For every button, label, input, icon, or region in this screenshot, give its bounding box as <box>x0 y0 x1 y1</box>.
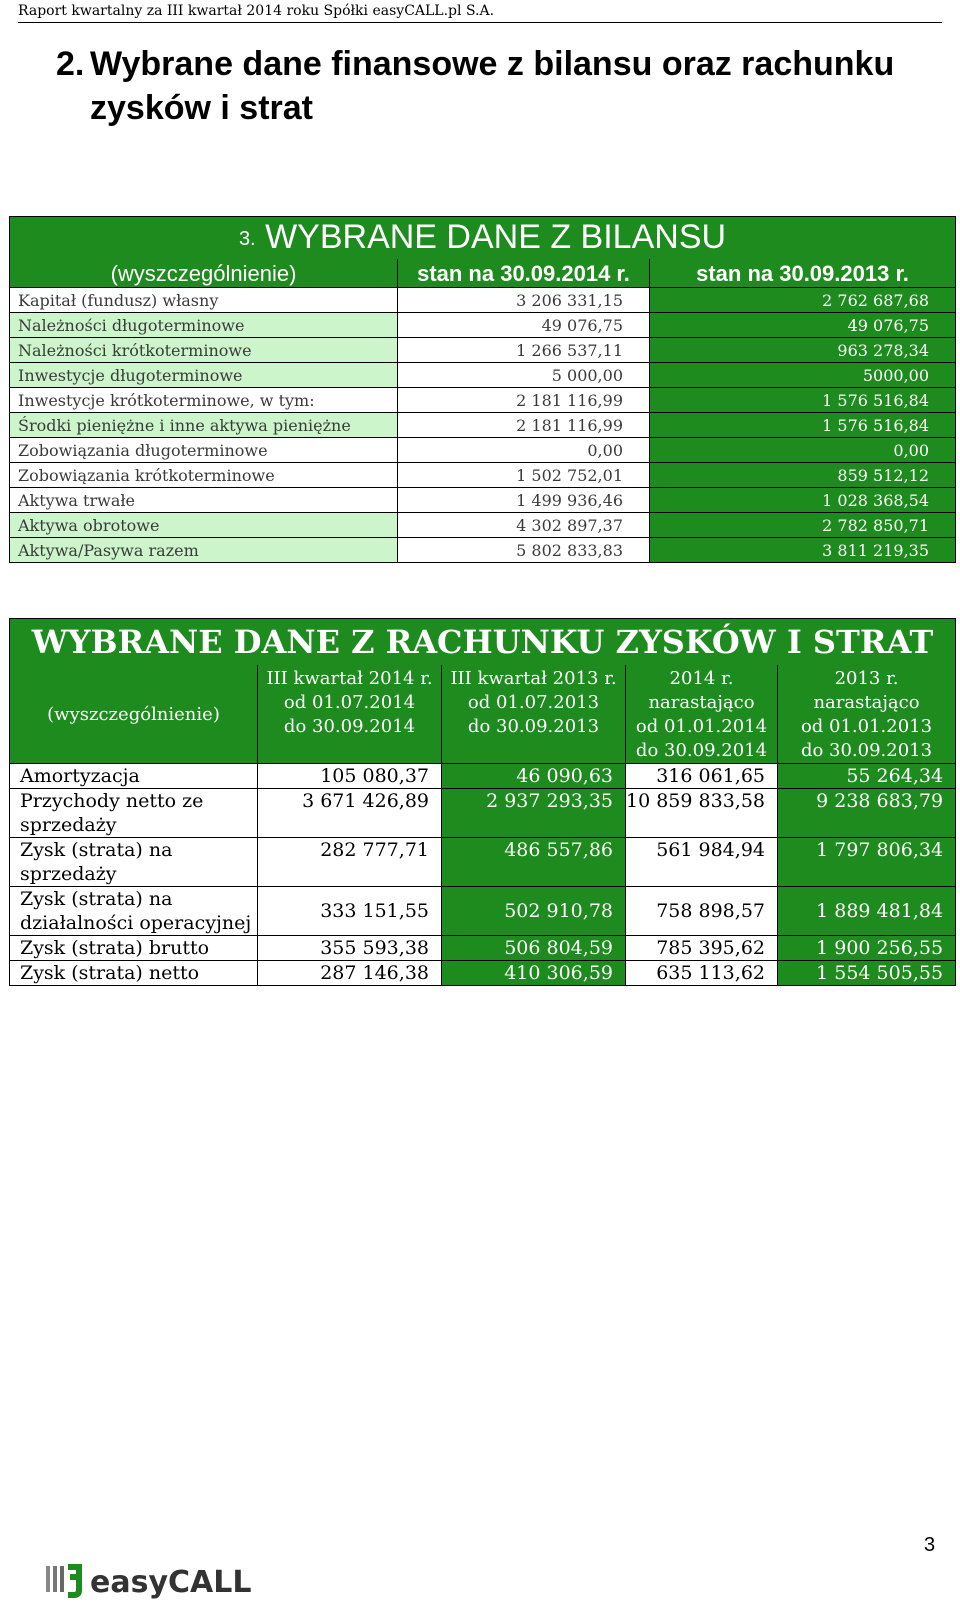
pl-value-ytd-2013: 55 264,34 <box>778 764 956 789</box>
balance-value-2013: 2 762 687,68 <box>650 288 956 313</box>
pl-row-label: Zysk (strata) brutto <box>10 936 258 961</box>
balance-value-2013: 0,00 <box>650 438 956 463</box>
balance-value-2013: 1 576 516,84 <box>650 413 956 438</box>
table-row <box>10 388 956 413</box>
balance-value-2014: 2 181 116,99 <box>398 388 650 413</box>
pl-col-ytd-2013-line1: 2013 r. <box>834 668 899 689</box>
pl-col-ytd-2013-line3: od 01.01.2013 <box>800 716 933 737</box>
pl-col-q3-2014-line1: III kwartał 2014 r. <box>266 668 433 689</box>
balance-value-2013: 3 811 219,35 <box>650 538 956 563</box>
pl-value-ytd-2014: 785 395,62 <box>626 936 778 961</box>
pl-value-ytd-2014: 10 859 833,58 <box>626 789 778 838</box>
table-row <box>10 438 956 463</box>
balance-value-2013: 49 076,75 <box>650 313 956 338</box>
pl-value-q3-2014: 333 151,55 <box>258 887 442 936</box>
pl-col-ytd-2014-line4: do 30.09.2014 <box>635 740 768 761</box>
pl-col-q3-2013-line1: III kwartał 2013 r. <box>450 668 617 689</box>
balance-row-label: Należności krótkoterminowe <box>10 338 398 363</box>
logo-text: easyCALL <box>90 1565 252 1600</box>
pl-row-label: Zysk (strata) na sprzedaży <box>10 838 258 887</box>
pl-value-ytd-2013: 1 889 481,84 <box>778 887 956 936</box>
balance-row-label: Zobowiązania długoterminowe <box>10 438 398 463</box>
balance-col-2013: stan na 30.09.2013 r. <box>650 259 956 288</box>
balance-row-label: Inwestycje długoterminowe <box>10 363 398 388</box>
pl-row-label: Zysk (strata) na działalności operacyjnej <box>10 887 258 936</box>
section-number: 2. <box>56 45 85 83</box>
pl-value-ytd-2013: 1 900 256,55 <box>778 936 956 961</box>
balance-value-2014: 1 502 752,01 <box>398 463 650 488</box>
balance-value-2014: 5 802 833,83 <box>398 538 650 563</box>
table-row <box>10 488 956 513</box>
table-row <box>10 764 956 789</box>
pl-col-ytd-2014-line1: 2014 r. <box>669 668 734 689</box>
pl-col-ytd-2013-line2: narastająco <box>813 692 920 713</box>
pl-value-ytd-2013: 1 797 806,34 <box>778 838 956 887</box>
report-header: Raport kwartalny za III kwartał 2014 roku Spółki easyCALL.pl S.A. <box>18 0 942 23</box>
pl-value-q3-2013: 486 557,86 <box>442 838 626 887</box>
pl-col-ytd-2013-line4: do 30.09.2013 <box>800 740 933 761</box>
pl-col-label: (wyszczególnienie) <box>10 665 258 764</box>
balance-number: 3. <box>238 228 256 251</box>
balance-title <box>10 217 956 260</box>
pl-col-q3-2014-line3: do 30.09.2014 <box>283 716 416 737</box>
table-row <box>10 313 956 338</box>
pl-col-q3-2013-line2: od 01.07.2013 <box>467 692 600 713</box>
pl-row-label: Amortyzacja <box>10 764 258 789</box>
balance-value-2014: 1 266 537,11 <box>398 338 650 363</box>
table-row <box>10 887 956 936</box>
balance-value-2014: 0,00 <box>398 438 650 463</box>
pl-col-q3-2014-line2: od 01.07.2014 <box>283 692 416 713</box>
table-row <box>10 538 956 563</box>
pl-value-q3-2013: 502 910,78 <box>442 887 626 936</box>
balance-row-label: Aktywa obrotowe <box>10 513 398 538</box>
balance-value-2013: 1 028 368,54 <box>650 488 956 513</box>
pl-table <box>9 618 956 986</box>
table-row <box>10 338 956 363</box>
pl-value-ytd-2014: 635 113,62 <box>626 961 778 986</box>
pl-value-ytd-2013: 1 554 505,55 <box>778 961 956 986</box>
balance-title-text: WYBRANE DANE Z BILANSU <box>265 218 727 256</box>
balance-row-label: Kapitał (fundusz) własny <box>10 288 398 313</box>
table-row <box>10 789 956 838</box>
section-title-line2: zysków i strat <box>90 89 313 127</box>
balance-value-2014: 4 302 897,37 <box>398 513 650 538</box>
pl-value-ytd-2014: 758 898,57 <box>626 887 778 936</box>
table-row <box>10 513 956 538</box>
balance-row-label: Należności długoterminowe <box>10 313 398 338</box>
pl-value-q3-2013: 2 937 293,35 <box>442 789 626 838</box>
pl-col-q3-2014 <box>258 665 442 764</box>
pl-col-q3-2013 <box>442 665 626 764</box>
balance-value-2014: 3 206 331,15 <box>398 288 650 313</box>
balance-row-label: Inwestycje krótkoterminowe, w tym: <box>10 388 398 413</box>
pl-col-ytd-2014 <box>626 665 778 764</box>
table-row <box>10 961 956 986</box>
pl-value-q3-2013: 506 804,59 <box>442 936 626 961</box>
pl-row-label: Przychody netto ze sprzedaży <box>10 789 258 838</box>
table-row <box>10 463 956 488</box>
pl-value-ytd-2013: 9 238 683,79 <box>778 789 956 838</box>
balance-value-2013: 5000,00 <box>650 363 956 388</box>
balance-value-2013: 963 278,34 <box>650 338 956 363</box>
balance-col-2014: stan na 30.09.2014 r. <box>398 259 650 288</box>
pl-value-q3-2013: 410 306,59 <box>442 961 626 986</box>
pl-col-ytd-2014-line3: od 01.01.2014 <box>635 716 768 737</box>
pl-value-q3-2014: 105 080,37 <box>258 764 442 789</box>
pl-col-q3-2013-line3: do 30.09.2013 <box>467 716 600 737</box>
balance-row-label: Aktywa trwałe <box>10 488 398 513</box>
section-title <box>56 42 936 130</box>
pl-value-q3-2014: 355 593,38 <box>258 936 442 961</box>
balance-value-2013: 859 512,12 <box>650 463 956 488</box>
pl-col-ytd-2014-line2: narastająco <box>648 692 755 713</box>
pl-value-q3-2014: 287 146,38 <box>258 961 442 986</box>
balance-table <box>9 216 956 563</box>
balance-row-label: Środki pieniężne i inne aktywa pieniężne <box>10 413 398 438</box>
table-row <box>10 288 956 313</box>
pl-value-q3-2013: 46 090,63 <box>442 764 626 789</box>
balance-value-2014: 2 181 116,99 <box>398 413 650 438</box>
balance-value-2013: 1 576 516,84 <box>650 388 956 413</box>
balance-value-2014: 49 076,75 <box>398 313 650 338</box>
easycall-logo <box>46 1554 306 1606</box>
balance-value-2014: 1 499 936,46 <box>398 488 650 513</box>
balance-row-label: Aktywa/Pasywa razem <box>10 538 398 563</box>
pl-row-label: Zysk (strata) netto <box>10 961 258 986</box>
pl-value-q3-2014: 282 777,71 <box>258 838 442 887</box>
table-row <box>10 838 956 887</box>
section-title-line1: Wybrane dane finansowe z bilansu oraz rachunku <box>90 45 895 83</box>
pl-value-ytd-2014: 316 061,65 <box>626 764 778 789</box>
pl-value-ytd-2014: 561 984,94 <box>626 838 778 887</box>
table-row <box>10 413 956 438</box>
balance-value-2013: 2 782 850,71 <box>650 513 956 538</box>
balance-value-2014: 5 000,00 <box>398 363 650 388</box>
page-number: 3 <box>924 1534 936 1556</box>
pl-col-ytd-2013 <box>778 665 956 764</box>
table-row <box>10 936 956 961</box>
pl-title: WYBRANE DANE Z RACHUNKU ZYSKÓW I STRAT <box>10 619 956 666</box>
pl-value-q3-2014: 3 671 426,89 <box>258 789 442 838</box>
table-row <box>10 363 956 388</box>
balance-row-label: Zobowiązania krótkoterminowe <box>10 463 398 488</box>
balance-col-label: (wyszczególnienie) <box>10 259 398 288</box>
